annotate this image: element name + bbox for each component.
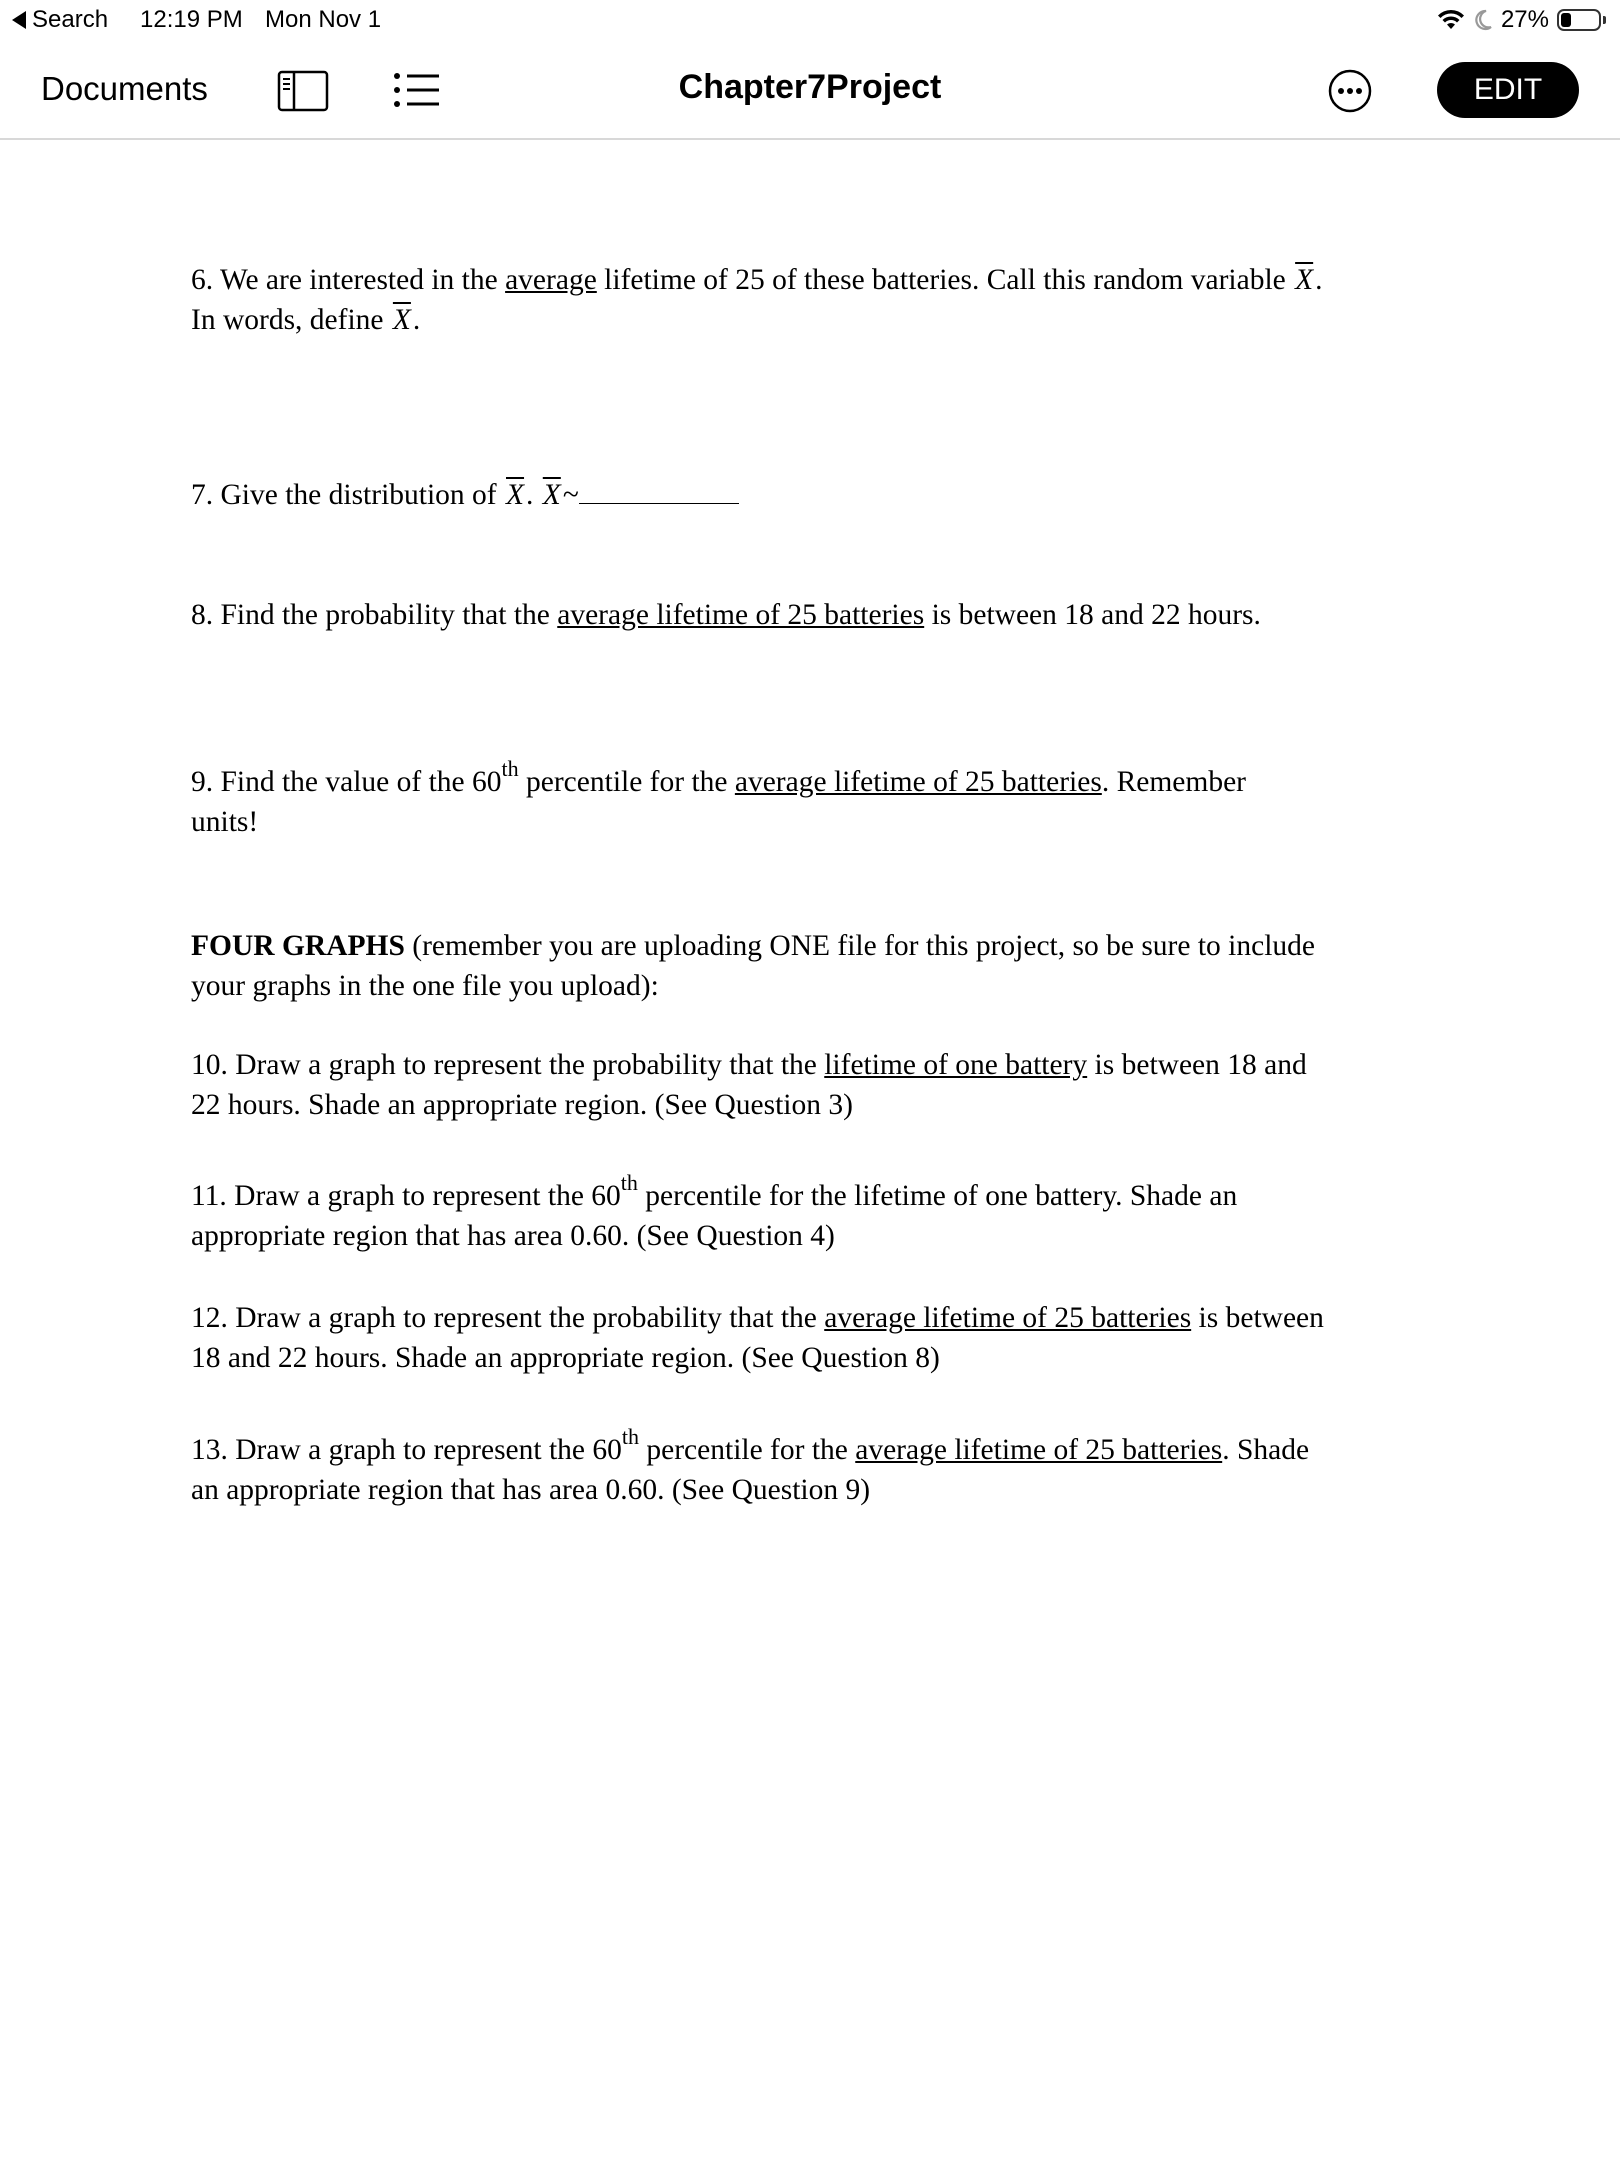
battery-nub — [1603, 16, 1606, 24]
question-12: 12. Draw a graph to represent the probability that the average lifetime of 25 batteries is between 18 and 22 hours. Shade an appropriate region. (See Question 8) — [191, 1302, 1324, 1374]
status-time: 12:19 PM — [140, 6, 243, 33]
question-11: 11. Draw a graph to represent the 60th percentile for the lifetime of one battery. Shade an appropriate region that has area 0.60. (See Question 4) — [191, 1170, 1238, 1252]
thumbnail-sidebar-icon[interactable] — [277, 70, 329, 112]
x-bar-symbol: $\overline{X}$ — [1295, 264, 1314, 296]
moon-icon — [1473, 9, 1493, 31]
document-toolbar — [0, 40, 1620, 140]
edit-button[interactable]: EDIT — [1437, 62, 1579, 118]
wifi-icon — [1437, 9, 1465, 31]
question-9: 9. Find the value of the 60th percentile for the average lifetime of 25 batteries. Remember units! — [191, 756, 1246, 838]
outline-list-icon[interactable] — [393, 70, 441, 110]
status-indicators — [1437, 6, 1606, 34]
x-bar-symbol: $\overline{X}$ — [506, 479, 525, 511]
status-date: Mon Nov 1 — [265, 6, 382, 33]
back-arrow-icon — [12, 11, 26, 29]
battery-percent: 27% — [1500, 6, 1549, 33]
four-graphs-heading: FOUR GRAPHS (remember you are uploading ONE file for this project, so be sure to include your graphs in the one file you upload): — [191, 930, 1315, 1002]
documents-button[interactable]: Documents — [41, 70, 208, 107]
document-title: Chapter7Project — [678, 68, 942, 106]
q6-line1: 6. We are interested in the average lifetime of 25 of these batteries. Call this random variable $\overline{X}$. — [191, 264, 1323, 296]
question-7: 7. Give the distribution of $\overline{X}$. $\overline{X}\sim$ — [191, 475, 1441, 515]
x-bar-symbol: $\overline{X}$ — [542, 479, 561, 511]
back-to-search-link[interactable] — [12, 6, 108, 34]
question-8: 8. Find the probability that the average lifetime of 25 batteries is between 18 and 22 hours. — [191, 599, 1261, 631]
question-10: 10. Draw a graph to represent the probability that the lifetime of one battery is between 18 and 22 hours. Shade an appropriate region. (See Question 3) — [191, 1049, 1307, 1121]
q6-line2: In words, define $\overline{X}$. — [191, 304, 421, 336]
question-13: 13. Draw a graph to represent the 60th percentile for the average lifetime of 25 batteries. Shade an appropriate region that has area 0.60. (See Question 9) — [191, 1424, 1310, 1506]
answer-blank — [579, 502, 739, 504]
question-6 — [191, 260, 1441, 340]
back-label: Search — [32, 6, 109, 33]
status-bar — [0, 0, 1620, 40]
more-options-icon[interactable] — [1327, 68, 1373, 114]
x-bar-symbol: $\overline{X}$ — [392, 304, 411, 336]
battery-icon — [1557, 9, 1601, 31]
